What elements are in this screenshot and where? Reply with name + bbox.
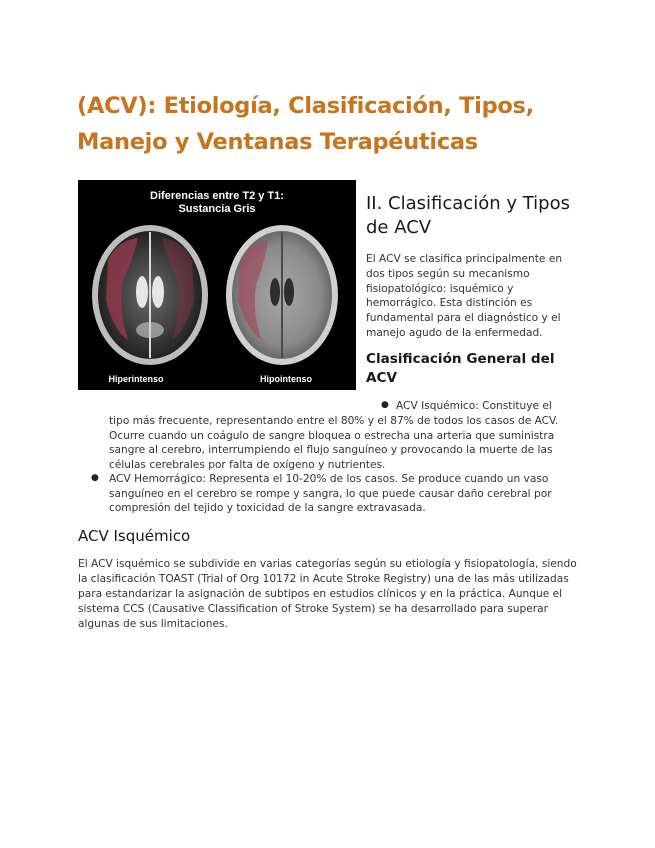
bullet-ischemic-first-line: ACV Isquémico: Constituye el [396,400,552,412]
ischemic-heading: ACV Isquémico [78,527,191,545]
mri-comparison-image [78,180,356,390]
figure-caption-line1: Diferencias entre T2 y T1: [150,190,284,202]
bullet-marker: ● [381,400,389,410]
bullet-marker: ● [91,473,99,483]
figure-left-label: Hiperintenso [108,374,164,384]
subheading-general-classification: Clasificación General del ACV [366,351,555,386]
ischemic-paragraph: El ACV isquémico se subdivide en varias categorías según su etiología y fisiopatología, siendo la clasificación TOAST (Trial of Org 10172 in Acute Stroke Registry) una de las más utilizadas para estandarizar la asignación de subtipos en estudios clínicos y en la práctica. Aunque el sistema CCS (Causative Classification of Stroke System) se ha desarrollado para superar algunas de sus limitaciones. [78,558,577,630]
figure-right-label: Hipointenso [260,374,312,384]
bullet-hemorrhagic-text: ACV Hemorrágico: Representa el 10-20% de los casos. Se produce cuando un vaso sanguíneo en el cerebro se rompe y sangra, lo que puede causar daño cerebral por compresión del tejido y toxicidad de la sangre extravasada. [109,473,552,515]
figure-caption-line2: Sustancia Gris [178,203,256,215]
bullet-ischemic-text: tipo más frecuente, representando entre el 80% y el 87% de todos los casos de ACV. Ocurre cuando un coágulo de sangre bloquea o estrecha una arteria que suministra sangre al cerebro, interrumpiendo el flujo sanguíneo y provocando la muerte de las células cerebrales por falta de oxígeno y nutrientes. [109,415,559,471]
document-title: (ACV): Etiología, Clasificación, Tipos, Manejo y Ventanas Terapéuticas [77,93,534,155]
section-heading: II. Clasificación y Tipos de ACV [366,193,570,238]
intro-paragraph: El ACV se clasifica principalmente en dos tipos según su mecanismo fisiopatológico: isquémico y hemorrágico. Esta distinción es fundamental para el diagnóstico y el manejo agudo de la enfermedad. [366,253,563,339]
